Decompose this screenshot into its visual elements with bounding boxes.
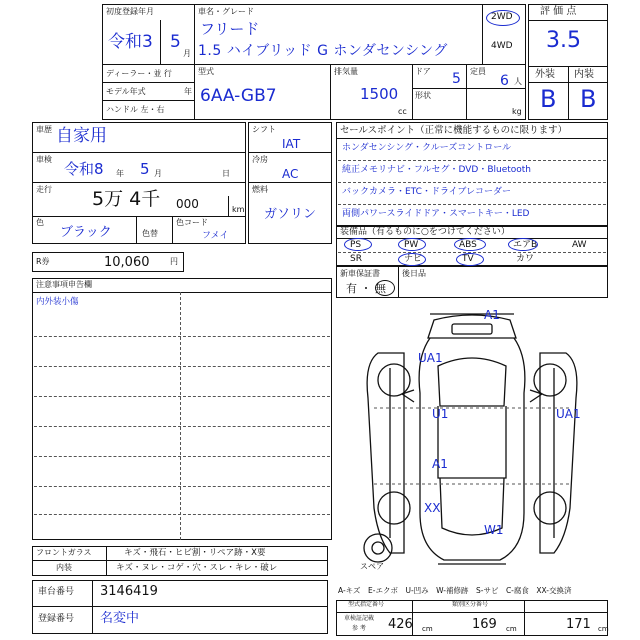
equipment-tv: TV [462,254,474,264]
fuel-label: 燃料 [252,185,268,194]
first-reg-month-unit: 月 [183,49,191,58]
car-diagram [334,298,610,588]
drive-2wd: 2WD [491,12,513,22]
damage-mark-left-rear: XX [424,501,441,515]
chassis-box [32,580,328,634]
ext-grade: B [540,85,557,113]
after-label: 後日品 [402,269,426,278]
damage-mark-rear-glass: A1 [432,457,448,471]
equipment-ps: PS [350,240,362,250]
recycle-value: 10,060 [104,255,150,270]
car-name: フリード [200,20,260,38]
first-reg-month: 5 [170,32,181,52]
inspection-era: 令和8 [64,160,104,178]
fuel-value: ガソリン [264,207,317,222]
reg-value: 名変中 [100,611,140,626]
door-label: ドア [415,67,431,76]
cc-label: 排気量 [334,67,358,76]
cat-label: 類別区分番号 [452,601,489,608]
color-replace-label: 色替 [142,229,158,238]
equipment-navi-circle [398,253,426,266]
equipment-sr: SR [350,254,362,264]
model-year-label: モデル年式 [106,87,146,96]
shift-value: IAT [282,137,301,151]
notes-line-1: 内外装小傷 [36,297,79,307]
front-glass-label: フロントガラス [36,548,92,557]
damage-mark-roof: U1 [432,407,449,421]
equipment-abs: ABS [459,240,477,250]
inspection-label: 車検 [36,155,52,164]
doors: 5 [452,71,461,87]
sales-point-item: 純正メモリナビ・フルセグ・DVD・Bluetooth [342,165,532,175]
grade: 1.5 ハイブリッド G ホンダセンシング [198,43,448,59]
mileage: 5万 4千 [92,188,161,210]
damage-mark-left-front: UA1 [418,351,443,365]
height-unit: cm [598,625,609,633]
sales-point-item: ホンダセンシング・クルーズコントロール [342,143,512,153]
equipment-tv-circle [456,253,484,266]
cert-label: 車検証記載 [344,615,375,622]
inspection-day-unit: 日 [222,169,230,178]
model: 6AA-GB7 [200,86,277,106]
equipment-ps-circle [344,238,372,251]
capacity-label: 定員 [470,67,486,76]
model-cert-label: 型式指定番号 [348,601,385,608]
cc-unit: cc [398,107,407,116]
equipment-aw: AW [572,240,587,250]
ext-label: 外装 [535,69,555,80]
drive-4wd: 4WD [491,41,513,51]
model-year-unit: 年 [184,87,192,96]
weight-unit: kg [512,107,522,116]
warranty-value: 有 ・ 無 [346,282,386,295]
ac-label: 冷房 [252,155,268,164]
notes-box [32,278,332,540]
first-reg-era: 令和3 [108,32,153,52]
equipment-navi: ナビ [404,254,423,264]
dealer-label: ディーラー・並 行 [106,69,172,78]
model-label: 型式 [198,67,214,76]
mileage-zeros: 000 [176,197,199,211]
warranty-label: 新車保証書 [340,269,380,278]
color-code-label: 色コード [176,218,208,227]
chassis-label: 車台番号 [38,587,75,597]
type-value: 自家用 [56,126,107,146]
int-label: 内装 [574,69,594,80]
color-code: フメイ [202,231,229,241]
inspection-month-unit: 月 [154,169,162,178]
sales-point-item: バックカメラ・ETC・ドライブレコーダー [342,187,512,197]
ref-label: 参 考 [352,625,366,632]
interior-value: キズ・ヌレ・コゲ・穴・スレ・キレ・破レ [116,563,278,573]
equipment-abs-circle [454,238,486,251]
damage-mark-right: UA1 [556,407,581,421]
ac-value: AC [282,167,299,181]
recycle-unit: 円 [170,257,178,266]
color-label: 色 [36,218,44,227]
length-unit: cm [422,625,433,633]
mileage-label: 走行 [36,185,52,194]
equipment-pw: PW [404,240,419,250]
equipment-leather: カワ [516,254,535,264]
spare-label: スペア [360,562,384,571]
inspection-year-unit: 年 [116,169,124,178]
car-name-label: 車名・グレード [198,7,254,16]
sales-points-label: セールスポイント（正常に機能するものに限ります） [340,125,568,136]
int-grade: B [580,85,597,113]
warranty-no-circle [375,280,395,296]
front-glass-value: キズ・飛石・ヒビ割・リペア跡・X要 [124,548,266,558]
shift-label: シフト [252,125,276,134]
equipment-airbag: エアB [513,240,538,250]
eval-label: 評 価 点 [540,6,577,17]
damage-mark-rear: W1 [484,523,504,537]
notes-label: 注意事項申告欄 [36,280,92,289]
capacity-unit: 人 [514,77,522,86]
damage-legend: A-キズ E-エクボ U-凹み W-補修跡 S-サビ C-腐食 XX-交換済 [338,586,572,595]
height-value: 171 [566,617,591,632]
recycle-label: R券 [36,257,50,266]
length-value: 426 [388,617,413,632]
handle-label: ハンドル 左・右 [106,105,165,114]
cc: 1500 [360,85,399,103]
type-label: 車歴 [36,125,52,134]
first-reg-label: 初度登録年月 [106,7,154,16]
top-info-box [102,4,526,120]
capacity: 6 [500,73,509,89]
color-value: ブラック [60,225,112,240]
reg-label: 登録番号 [38,614,75,624]
interior-label: 内装 [56,563,72,572]
inspection-month: 5 [140,160,150,178]
equipment-airbag-circle [508,238,538,251]
chassis-value: 3146419 [100,584,158,599]
mileage-unit: km [232,205,245,214]
equipment-label: 装備品（有るものに○をつけてください） [340,227,510,237]
width-value: 169 [472,617,497,632]
eval-score: 3.5 [546,28,581,53]
equipment-pw-circle [398,238,426,251]
shape-label: 形状 [415,91,431,100]
damage-mark-front: A1 [484,308,500,322]
sales-point-item: 両側パワースライドドア・スマートキー・LED [342,209,530,219]
width-unit: cm [506,625,517,633]
